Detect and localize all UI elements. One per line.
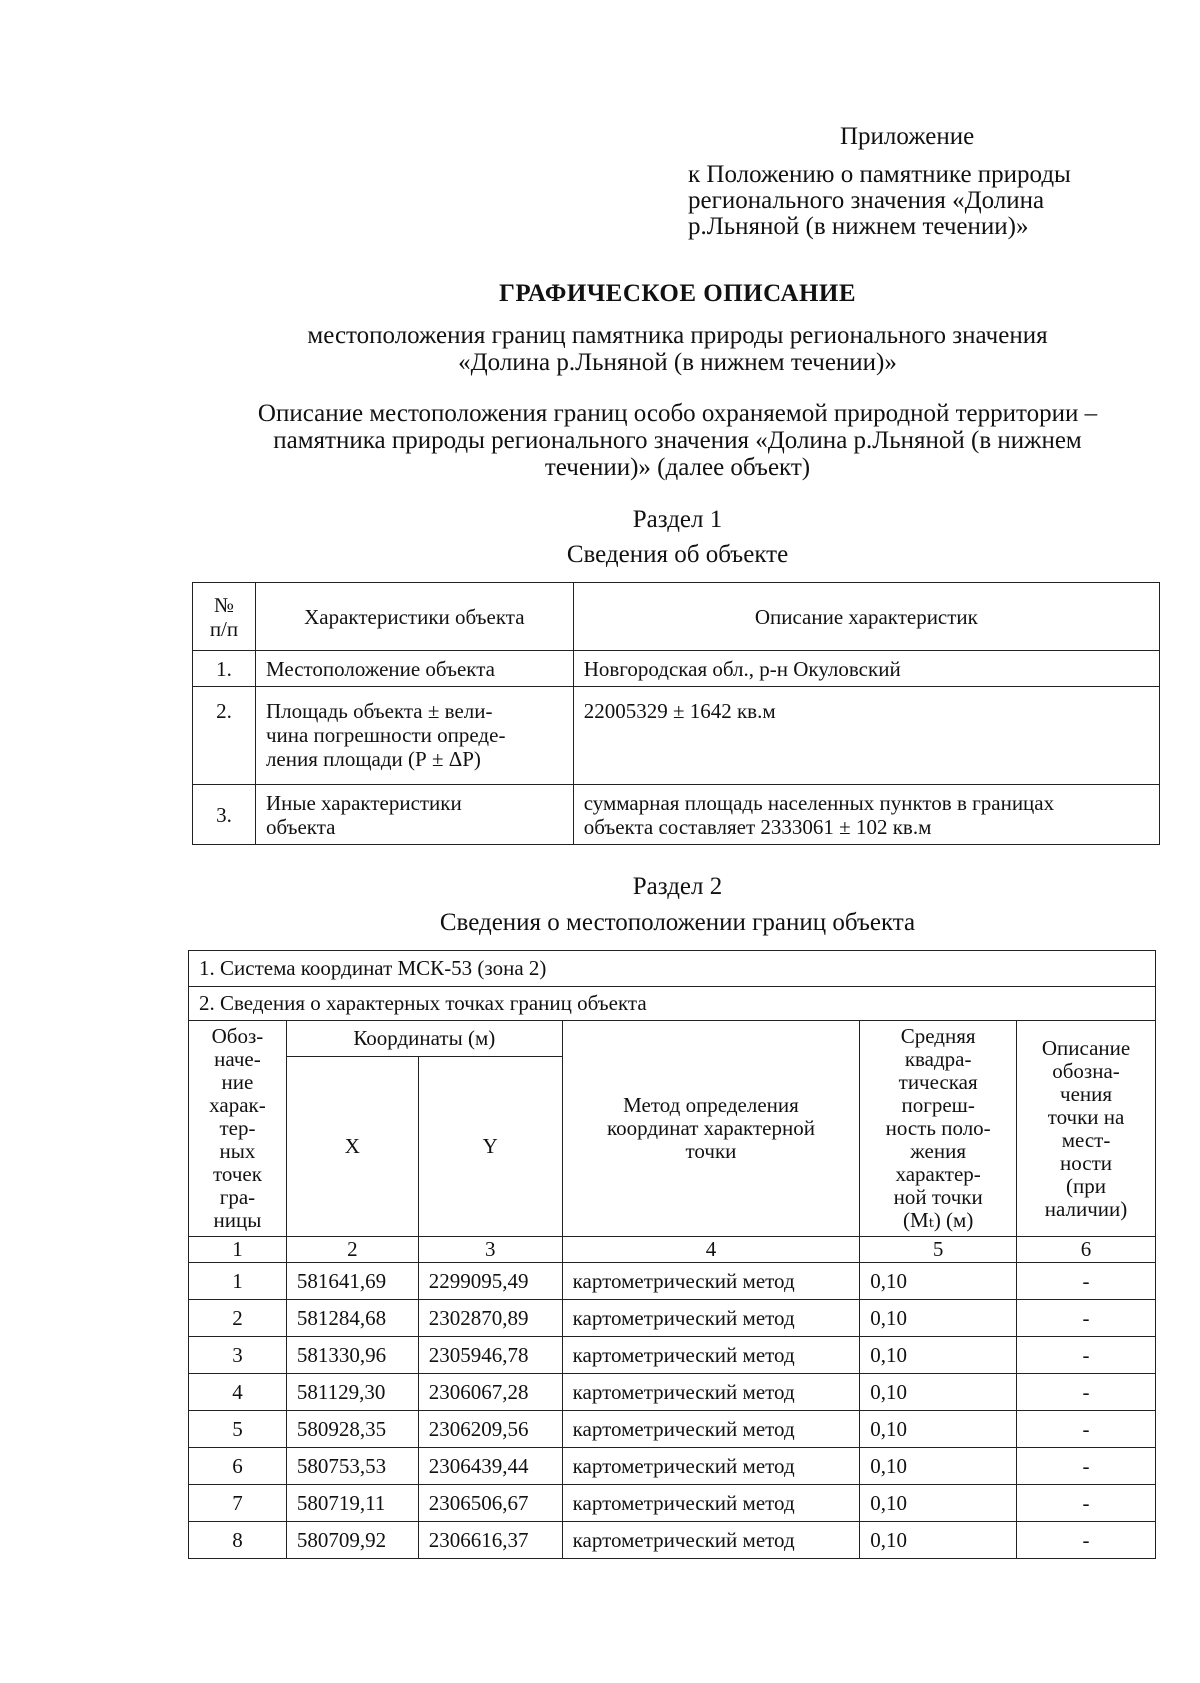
point-number: 1 bbox=[189, 1263, 287, 1300]
appendix-line: регионального значения «Долина bbox=[688, 187, 1045, 214]
column-number: 5 bbox=[860, 1237, 1017, 1263]
header-description bbox=[1017, 1021, 1156, 1237]
header-y: Y bbox=[418, 1057, 562, 1237]
intro-paragraph bbox=[0, 400, 1200, 481]
section1-title: Сведения об объекте bbox=[566, 541, 789, 568]
intro-line: течении)» (далее объект) bbox=[544, 454, 811, 481]
point-number: 3 bbox=[189, 1337, 287, 1374]
header-no: № bbox=[213, 592, 234, 617]
header-line: обозна- bbox=[1052, 1058, 1120, 1083]
header-designation bbox=[189, 1021, 287, 1237]
table-row bbox=[189, 1485, 1156, 1522]
header-pp: п/п bbox=[209, 616, 239, 641]
point-number: 2 bbox=[189, 1300, 287, 1337]
point-number: 8 bbox=[189, 1522, 287, 1559]
header-cell bbox=[193, 583, 256, 651]
header-cell: Описание характеристик bbox=[573, 583, 1159, 651]
header-line: квадра- bbox=[904, 1047, 972, 1071]
header-line: Средняя bbox=[900, 1024, 976, 1048]
header-line: гра- bbox=[219, 1185, 256, 1209]
table-header-row bbox=[193, 583, 1160, 651]
error-value: 0,10 bbox=[860, 1411, 1017, 1448]
row-description: 22005329 ± 1642 кв.м bbox=[573, 687, 1159, 785]
header-line: погреш- bbox=[901, 1093, 975, 1117]
error-value: 0,10 bbox=[860, 1374, 1017, 1411]
column-number-row bbox=[189, 1237, 1156, 1263]
table-row bbox=[189, 1448, 1156, 1485]
header-line: характер- bbox=[895, 1162, 981, 1186]
point-number: 5 bbox=[189, 1411, 287, 1448]
method: картометрический метод bbox=[562, 1374, 860, 1411]
table-row bbox=[189, 1300, 1156, 1337]
intro-line: памятника природы регионального значения «Долина р.Льняной (в нижнем bbox=[273, 427, 1082, 454]
coord-x: 580928,35 bbox=[286, 1411, 418, 1448]
header-line: ных bbox=[219, 1139, 256, 1163]
table-row bbox=[189, 1374, 1156, 1411]
header-line: Метод определения bbox=[623, 1093, 799, 1117]
row-description bbox=[573, 785, 1159, 845]
points-title-row bbox=[189, 987, 1156, 1021]
table-row bbox=[193, 785, 1160, 845]
document-title: ГРАФИЧЕСКОЕ ОПИСАНИЕ bbox=[498, 280, 857, 307]
header-x: X bbox=[286, 1057, 418, 1237]
coord-x: 581641,69 bbox=[286, 1263, 418, 1300]
header-line: тическая bbox=[898, 1070, 978, 1094]
header-line: ницы bbox=[213, 1208, 262, 1232]
section2-title: Сведения о местоположении границ объекта bbox=[439, 909, 916, 936]
header-method bbox=[562, 1021, 860, 1237]
row-characteristic bbox=[255, 687, 573, 785]
coord-y: 2305946,78 bbox=[418, 1337, 562, 1374]
coord-y: 2306506,67 bbox=[418, 1485, 562, 1522]
column-number: 3 bbox=[418, 1237, 562, 1263]
point-description: - bbox=[1017, 1374, 1156, 1411]
error-value: 0,10 bbox=[860, 1263, 1017, 1300]
section2-number: Раздел 2 bbox=[632, 873, 723, 900]
coord-x: 580753,53 bbox=[286, 1448, 418, 1485]
appendix-line: к Положению о памятнике природы bbox=[688, 161, 1071, 188]
header-line: ной точки bbox=[893, 1185, 983, 1209]
point-description: - bbox=[1017, 1485, 1156, 1522]
column-number: 1 bbox=[189, 1237, 287, 1263]
coord-y: 2306209,56 bbox=[418, 1411, 562, 1448]
column-number: 6 bbox=[1017, 1237, 1156, 1263]
method: картометрический метод bbox=[562, 1263, 860, 1300]
coord-system: 1. Система координат МСК-53 (зона 2) bbox=[189, 951, 1156, 987]
cell-line: объекта составляет 2333061 ± 102 кв.м bbox=[583, 814, 932, 839]
header-line: ние bbox=[221, 1070, 254, 1094]
row-number: 2. bbox=[193, 687, 256, 785]
points-title: 2. Сведения о характерных точках границ объекта bbox=[189, 987, 1156, 1021]
header-line: наче- bbox=[214, 1047, 261, 1071]
method: картометрический метод bbox=[562, 1522, 860, 1559]
header-line: наличии) bbox=[1044, 1196, 1128, 1221]
header-line: (при bbox=[1066, 1173, 1107, 1198]
header-line: точек bbox=[212, 1162, 262, 1186]
coord-x: 581129,30 bbox=[286, 1374, 418, 1411]
header-line: жения bbox=[910, 1139, 966, 1163]
coord-system-row bbox=[189, 951, 1156, 987]
point-number: 7 bbox=[189, 1485, 287, 1522]
coord-y: 2302870,89 bbox=[418, 1300, 562, 1337]
header-line: чения bbox=[1060, 1081, 1113, 1106]
appendix-block bbox=[688, 124, 1071, 240]
subtitle-line: местоположения границ памятника природы регионального значения bbox=[307, 322, 1048, 349]
cell-line: суммарная площадь населенных пунктов в границах bbox=[583, 790, 1055, 815]
row-number: 1. bbox=[193, 651, 256, 687]
method: картометрический метод bbox=[562, 1337, 860, 1374]
method: картометрический метод bbox=[562, 1448, 860, 1485]
section1-number: Раздел 1 bbox=[632, 506, 723, 533]
points-body bbox=[189, 1263, 1156, 1559]
header-line: (Mₜ) (м) bbox=[902, 1208, 974, 1232]
header-line: мест- bbox=[1061, 1127, 1111, 1152]
error-value: 0,10 bbox=[860, 1300, 1017, 1337]
table-header-row bbox=[189, 1021, 1156, 1057]
header-error bbox=[860, 1021, 1017, 1237]
coord-y: 2306067,28 bbox=[418, 1374, 562, 1411]
header-coordinates: Координаты (м) bbox=[286, 1021, 562, 1057]
coord-y: 2306616,37 bbox=[418, 1522, 562, 1559]
table-row bbox=[189, 1263, 1156, 1300]
error-value: 0,10 bbox=[860, 1448, 1017, 1485]
cell-line: ления площади (Р ± ΔР) bbox=[265, 747, 481, 771]
column-number: 2 bbox=[286, 1237, 418, 1263]
header-line: харак- bbox=[209, 1093, 266, 1117]
method: картометрический метод bbox=[562, 1411, 860, 1448]
point-description: - bbox=[1017, 1411, 1156, 1448]
method: картометрический метод bbox=[562, 1300, 860, 1337]
header-line: тер- bbox=[219, 1116, 256, 1140]
header-cell: Характеристики объекта bbox=[255, 583, 573, 651]
table-row bbox=[193, 687, 1160, 785]
table-row bbox=[189, 1411, 1156, 1448]
table-row bbox=[193, 651, 1160, 687]
table-row bbox=[189, 1337, 1156, 1374]
point-number: 6 bbox=[189, 1448, 287, 1485]
row-characteristic bbox=[255, 785, 573, 845]
error-value: 0,10 bbox=[860, 1485, 1017, 1522]
coord-x: 581284,68 bbox=[286, 1300, 418, 1337]
header-line: ность поло- bbox=[885, 1116, 991, 1140]
intro-line: Описание местоположения границ особо охраняемой природной территории – bbox=[257, 400, 1098, 427]
coord-y: 2299095,49 bbox=[418, 1263, 562, 1300]
coord-x: 580709,92 bbox=[286, 1522, 418, 1559]
coord-x: 581330,96 bbox=[286, 1337, 418, 1374]
header-line: точки bbox=[685, 1139, 737, 1163]
point-description: - bbox=[1017, 1337, 1156, 1374]
row-number: 3. bbox=[193, 785, 256, 845]
coord-y: 2306439,44 bbox=[418, 1448, 562, 1485]
row-characteristic: Местоположение объекта bbox=[255, 651, 573, 687]
column-number: 4 bbox=[562, 1237, 860, 1263]
cell-line: Площадь объекта ± вели- bbox=[265, 699, 493, 723]
header-line: Описание bbox=[1041, 1035, 1131, 1060]
header-line: точки на bbox=[1047, 1104, 1125, 1129]
document-subtitle bbox=[0, 322, 1200, 376]
point-description: - bbox=[1017, 1300, 1156, 1337]
point-description: - bbox=[1017, 1522, 1156, 1559]
point-description: - bbox=[1017, 1448, 1156, 1485]
coord-x: 580719,11 bbox=[286, 1485, 418, 1522]
method: картометрический метод bbox=[562, 1485, 860, 1522]
row-description: Новгородская обл., р-н Окуловский bbox=[573, 651, 1159, 687]
error-value: 0,10 bbox=[860, 1337, 1017, 1374]
header-line: координат характерной bbox=[606, 1116, 815, 1140]
header-line: Обоз- bbox=[211, 1024, 264, 1048]
table-row bbox=[189, 1522, 1156, 1559]
cell-line: Иные характеристики bbox=[265, 790, 462, 815]
subtitle-line: «Долина р.Льняной (в нижнем течении)» bbox=[458, 349, 897, 376]
appendix-title: Приложение bbox=[840, 123, 975, 150]
object-info-table bbox=[192, 582, 1160, 845]
header-line: ности bbox=[1060, 1150, 1113, 1175]
cell-line: чина погрешности опреде- bbox=[265, 723, 506, 747]
error-value: 0,10 bbox=[860, 1522, 1017, 1559]
cell-line: объекта bbox=[265, 814, 336, 839]
boundary-points-table bbox=[188, 950, 1156, 1559]
point-number: 4 bbox=[189, 1374, 287, 1411]
point-description: - bbox=[1017, 1263, 1156, 1300]
appendix-line: р.Льняной (в нижнем течении)» bbox=[688, 213, 1029, 240]
